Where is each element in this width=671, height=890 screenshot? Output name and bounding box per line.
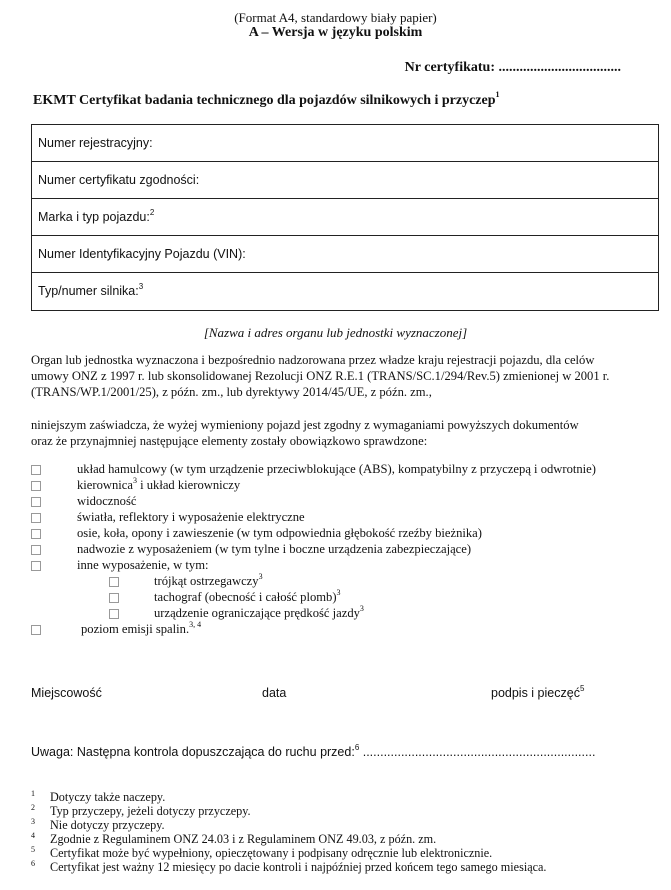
table-row-engine	[32, 273, 658, 310]
checkbox[interactable]	[31, 625, 41, 635]
document-title	[33, 90, 500, 109]
table-row-vin	[32, 236, 658, 273]
row-label: Numer certyfikatu zgodności:	[38, 173, 200, 187]
checkbox[interactable]	[31, 481, 41, 491]
title-footnote-ref: 1	[495, 90, 500, 100]
checkbox[interactable]	[31, 545, 41, 555]
checkbox[interactable]	[31, 561, 41, 571]
certificate-page: (Format A4, standardowy biały papier) A – Wersja w języku polskim Nr certyfikatu: ................................... EKMT Certyfikat badania technicznego dla pojazdów silnikowych i przyczep$^1$ Numer rejestracyjny: Numer certyfikatu zgodności: Marka i typ pojazdu:$^2$ Numer Identyfikacyjny Pojazdu (VIN): Typ/numer silnika:$^3$ [Nazwa i adres organu lub jednostki wyznaczonej] Organ lub jednostka wyznaczona i bezpośrednio nadzorowana przez władze kraju rejestracji pojazdu, dla celów umowy ONZ z 1997 r. lub skonsolidowanej Rezolucji ONZ R.E.1 (TRANS/SC.1/294/Rev.5) zmienionej w 2001 r. (TRANS/WP.1/2001/25), z późn. zm., lub dyrektywy 2014/45/UE, z późn. zm., niniejszym zaświadcza, że wyżej wymieniony pojazd jest zgodny z wymaganiami powyższych dokumentów oraz że przynajmniej następujące elementy zostały obowiązkowo sprawdzone: układ hamulcowy (w tym urządzenie przeciwblokujące (ABS), kompatybilny z przyczepą i odwrotnie) kierownica$^3$ i układ kierowniczy widoczność światła, reflektory i wyposażenie elektryczne osie, koła, opony i zawieszenie (w tym odpowiednia głębokość rzeźby bieżnika) nadwozie z wyposażeniem (w tym tylne i boczne urządzenia zabezpieczające) inne wyposażenie, w tym: trójkąt ostrzegawczy$^3$ tachograf (obecność i całość plomb)$^3$ urządzenie ograniczające prędkość jazdy$^3$ poziom emisji spalin.$^{3, 4}$ Miejscowość data podpis i pieczęć$^5$ Uwaga: Następna kontrola dopuszczająca do ruchu przed:$^6$ ................................................................... 1 Dotyczy także naczepy. 2 Typ przyczepy, jeżeli dotyczy przyczepy. 3 Nie dotyczy przyczepy. 4 Zgodnie z Regulaminem ONZ 24.03 i z Regulaminem ONZ 49.03, z późn. zm. 5 Certyfikat może być wypełniony, opieczętowany i podpisany odręcznie lub elektronicznie. 6 Certyfikat jest ważny 12 miesięcy po dacie kontroli i najpóźniej przed końcem tego samego miesiąca.	[0, 0, 671, 890]
signature-place-label: Miejscowość	[31, 686, 102, 700]
checkbox[interactable]	[31, 497, 41, 507]
checkbox[interactable]	[31, 529, 41, 539]
row-label: Numer Identyfikacyjny Pojazdu (VIN):	[38, 247, 246, 261]
checkbox[interactable]	[109, 577, 119, 587]
checkbox[interactable]	[109, 593, 119, 603]
paragraph-line: umowy ONZ z 1997 r. lub skonsolidowanej Rezolucji ONZ R.E.1 (TRANS/SC.1/294/Rev.5) zmienionej w 2001 r.	[31, 369, 610, 383]
table-row-make-type	[32, 199, 658, 236]
paragraph-line: niniejszym zaświadcza, że wyżej wymieniony pojazd jest zgodny z wymaganiami powyższych dokumentów	[31, 418, 579, 432]
certificate-number-label: Nr certyfikatu: ...................................	[404, 60, 621, 75]
table-row-registration	[32, 125, 658, 162]
title-text: EKMT Certyfikat badania technicznego dla pojazdów silnikowych i przyczep	[33, 93, 496, 108]
row-label: Marka i typ pojazdu:	[38, 210, 150, 224]
paragraph-line: (TRANS/WP.1/2001/25), z późn. zm., lub dyrektywy 2014/45/UE, z późn. zm.,	[31, 385, 432, 399]
paragraph-line: oraz że przynajmniej następujące elementy zostały obowiązkowo sprawdzone:	[31, 434, 428, 448]
checkbox[interactable]	[31, 513, 41, 523]
version-line: A – Wersja w języku polskim	[248, 25, 423, 40]
checkbox[interactable]	[31, 465, 41, 475]
paragraph-line: Organ lub jednostka wyznaczona i bezpośrednio nadzorowana przez władze kraju rejestracji pojazdu, dla celów	[31, 353, 595, 367]
signature-sign-label: podpis i pieczęć$^5$	[491, 683, 585, 700]
format-line: (Format A4, standardowy biały papier)	[234, 10, 437, 25]
table-row-conformity-cert	[32, 162, 658, 199]
organ-name-placeholder: [Nazwa i adres organu lub jednostki wyznaczonej]	[203, 325, 468, 340]
paragraph-attestation	[31, 417, 661, 449]
row-footnote-ref: 2	[149, 207, 155, 217]
next-inspection-note: Uwaga: Następna kontrola dopuszczająca do ruchu przed:$^6$ ...................................................................	[31, 742, 596, 759]
signature-date-label: data	[262, 686, 287, 700]
checkbox[interactable]	[109, 609, 119, 619]
next-inspection-field[interactable]: ...................................................................	[359, 745, 596, 759]
row-footnote-ref: 3	[138, 281, 144, 291]
paragraph-authority	[31, 352, 661, 400]
row-label: Typ/numer silnika:	[38, 284, 139, 298]
row-label: Numer rejestracyjny:	[38, 136, 153, 150]
vehicle-data-table	[31, 124, 659, 311]
